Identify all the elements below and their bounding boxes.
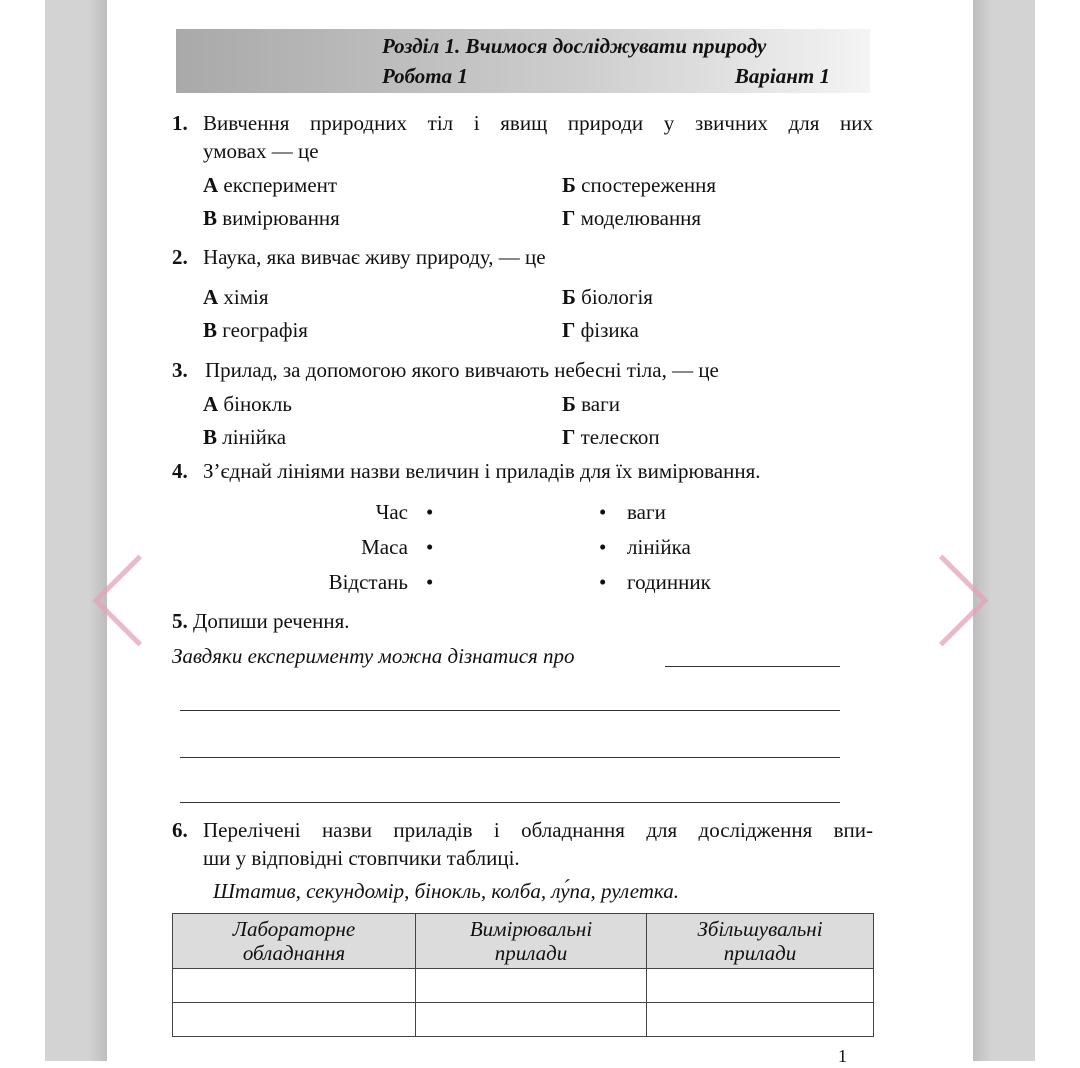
page-number: 1 (838, 1046, 847, 1066)
match-dot[interactable]: • (426, 500, 434, 524)
q1-text-cont: умовах — це (203, 139, 319, 163)
q6-items: Штатив, секундомір, бінокль, колба, лу́па, рулетка. (213, 879, 679, 903)
q2-option-a[interactable]: А хімія (203, 285, 269, 309)
q6-text: Перелічені назви приладів і обладнання для дослідження впи- (203, 818, 873, 842)
match-dot[interactable]: • (426, 535, 434, 559)
section-title: Розділ 1. Вчимося досліджувати природу (382, 34, 767, 58)
q1-option-b[interactable]: Б спостереження (562, 173, 717, 197)
col-header-measuring: Вимірювальні прилади (416, 914, 647, 969)
match-left-2: Маса (361, 535, 408, 559)
table-row (173, 969, 874, 1003)
answer-blank[interactable] (180, 757, 840, 758)
match-dot[interactable]: • (599, 500, 607, 524)
q6-number: 6. (172, 818, 188, 842)
match-right-1: ваги (627, 500, 666, 524)
q2-option-b[interactable]: Б біологія (562, 285, 653, 309)
q2-option-c[interactable]: В географія (203, 318, 308, 342)
viewer-margin-right (973, 0, 1035, 1061)
answer-blank[interactable] (180, 710, 840, 711)
table-row (173, 1003, 874, 1037)
table-cell[interactable] (173, 1003, 416, 1037)
q4-number: 4. (172, 459, 188, 483)
answer-table (172, 913, 874, 1037)
q1-number: 1. (172, 111, 188, 135)
match-right-3: годинник (627, 570, 711, 594)
section-header (176, 29, 870, 93)
viewer-margin-left (45, 0, 107, 1061)
match-dot[interactable]: • (599, 535, 607, 559)
table-cell[interactable] (416, 1003, 647, 1037)
variant-number: Варіант 1 (734, 64, 830, 88)
answer-blank[interactable] (180, 802, 840, 803)
q2-option-d[interactable]: Г фізика (562, 318, 639, 342)
q3-option-b[interactable]: Б ваги (562, 392, 620, 416)
q1-option-a[interactable]: А експеримент (203, 173, 338, 197)
match-left-1: Час (375, 500, 408, 524)
work-number: Робота 1 (382, 64, 468, 88)
q3-option-c[interactable]: В лінійка (203, 425, 287, 449)
q3-option-a[interactable]: А бінокль (203, 392, 292, 416)
q3-number: 3. (172, 358, 188, 382)
table-cell[interactable] (647, 969, 874, 1003)
q2-text: Наука, яка вивчає живу природу, — це (203, 245, 546, 269)
q3-option-d[interactable]: Г телескоп (562, 425, 660, 449)
match-right-2: лінійка (627, 535, 691, 559)
table-cell[interactable] (173, 969, 416, 1003)
col-header-lab: Лабораторне обладнання (173, 914, 416, 969)
table-cell[interactable] (647, 1003, 874, 1037)
match-dot[interactable]: • (426, 570, 434, 594)
table-cell[interactable] (416, 969, 647, 1003)
q6-text-cont: ши у відповідні стовпчики таблиці. (203, 846, 520, 870)
q1-text: Вивчення природних тіл і явищ природи у звичних для них (203, 111, 873, 135)
q2-number: 2. (172, 245, 188, 269)
match-dot[interactable]: • (599, 570, 607, 594)
q1-option-d[interactable]: Г моделювання (562, 206, 702, 230)
q5-sentence: Завдяки експерименту можна дізнатися про (172, 644, 575, 668)
q4-text: З’єднай лініями назви величин і приладів для їх вимірювання. (203, 459, 761, 483)
q3-text: Прилад, за допомогою якого вивчають небесні тіла, — це (205, 358, 719, 382)
col-header-magnifying: Збільшувальні прилади (647, 914, 874, 969)
answer-blank[interactable] (665, 666, 840, 667)
q1-option-c[interactable]: В вимірювання (203, 206, 340, 230)
q5-prompt: 5. Допиши речення. (172, 609, 350, 633)
match-left-3: Відстань (328, 570, 408, 594)
